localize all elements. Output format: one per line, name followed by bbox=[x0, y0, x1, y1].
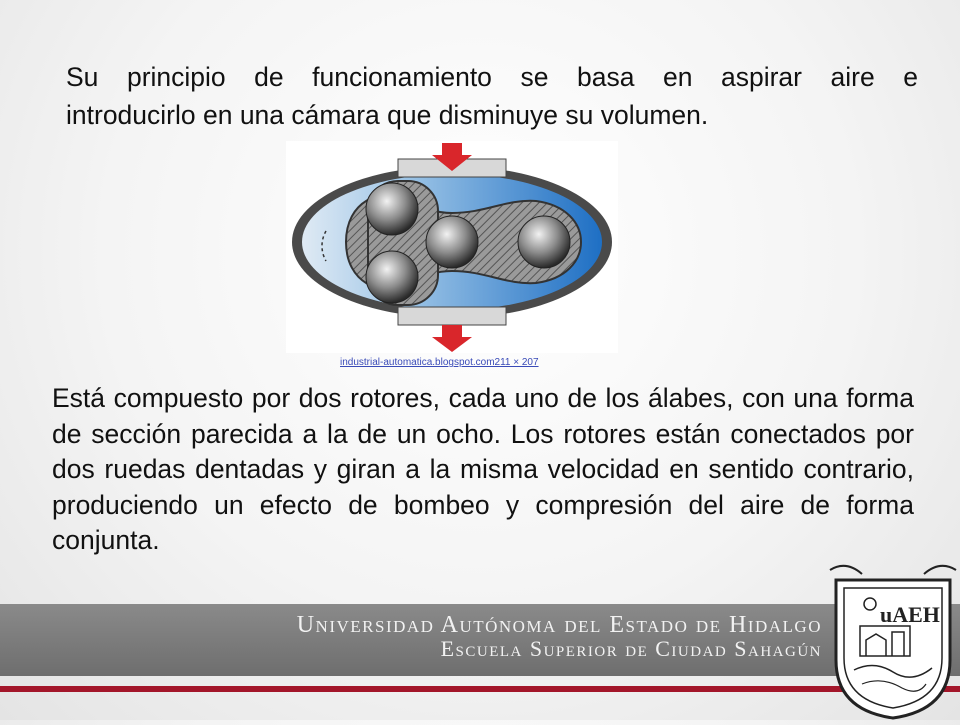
compressor-illustration bbox=[286, 141, 618, 353]
accent-line bbox=[0, 686, 960, 692]
university-seal-icon bbox=[826, 560, 960, 720]
outlet-port bbox=[398, 307, 506, 325]
image-source-link[interactable]: industrial-automatica.blogspot.com211 × 207 bbox=[340, 357, 539, 368]
rotor-ball-center bbox=[426, 216, 478, 268]
arrow-down-icon bbox=[432, 325, 472, 352]
intro-line-1: Su principio de funcionamiento se basa en aspirar aire e bbox=[66, 62, 918, 92]
rotor-ball-right bbox=[518, 216, 570, 268]
rotor-ball-top bbox=[366, 183, 418, 235]
university-name: Universidad Autónoma del Estado de Hidalgo bbox=[296, 612, 822, 638]
description-paragraph: Está compuesto por dos rotores, cada uno de los álabes, con una forma de sección parecida a la de un ocho. Los rotores están conectados por dos ruedas dentadas y giran a la misma velocidad en sentido contrario, produciendo un efecto de bombeo y compresión del aire de forma conjunta. bbox=[52, 383, 914, 555]
school-name: Escuela Superior de Ciudad Sahagún bbox=[440, 636, 822, 661]
intro-line-2: introducirlo en una cámara que disminuye su volumen. bbox=[66, 100, 709, 130]
rotor-ball-bottom bbox=[366, 251, 418, 303]
roots-compressor-diagram bbox=[286, 141, 618, 353]
intro-paragraph bbox=[66, 58, 918, 134]
svg-text:uAEH: uAEH bbox=[880, 602, 940, 627]
